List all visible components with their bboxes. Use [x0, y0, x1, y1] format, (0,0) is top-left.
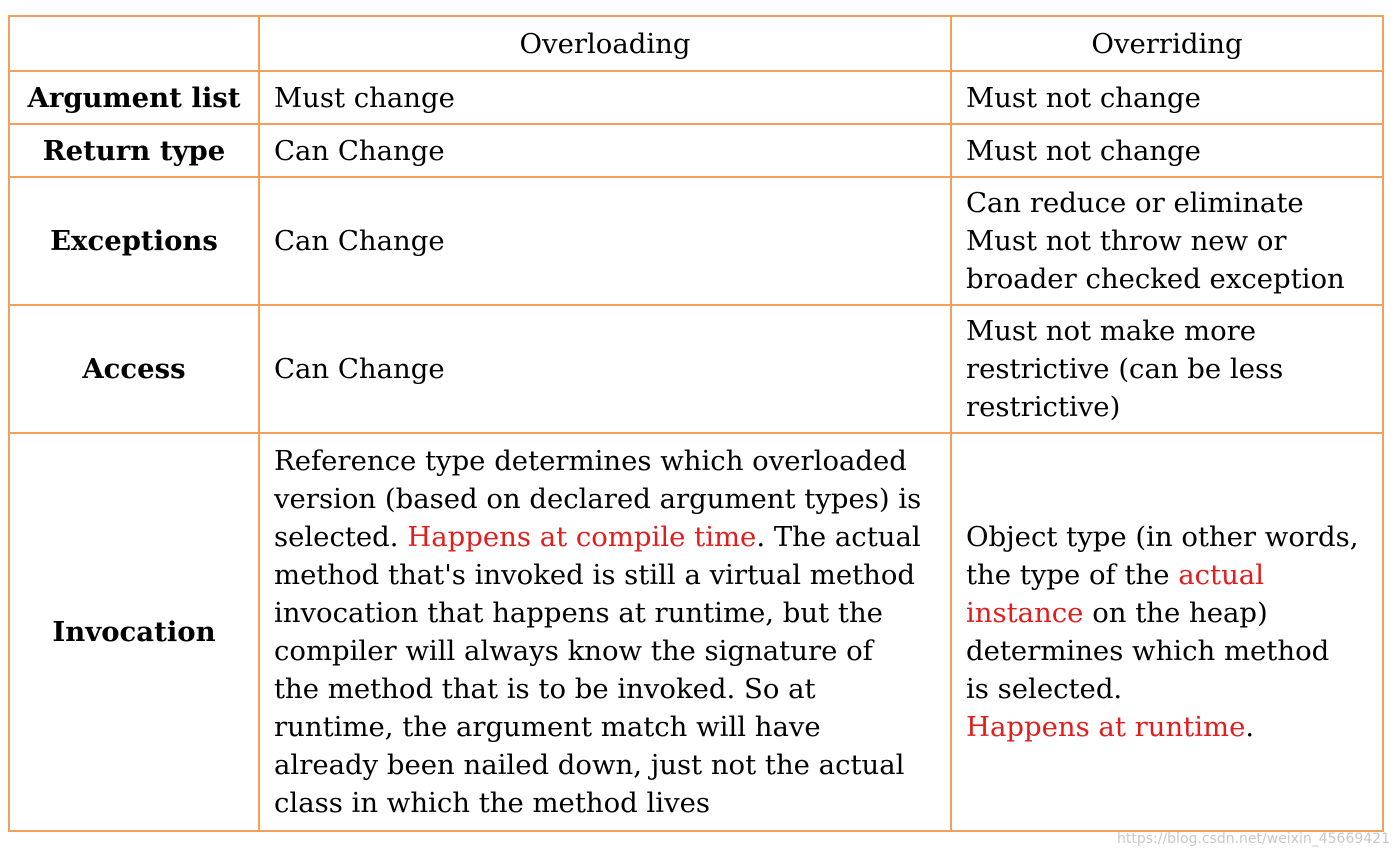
invocation-overriding-line-6	[966, 708, 1382, 746]
actual-highlight: actual	[1178, 559, 1264, 591]
invocation-overriding-line-3	[966, 594, 1382, 632]
cell-return-type-overloading: Can Change	[259, 124, 951, 177]
invocation-overloading-line-5: invocation that happens at runtime, but the	[274, 597, 883, 629]
row-label-exceptions: Exceptions	[9, 177, 259, 305]
header-overloading: Overloading	[259, 16, 951, 71]
cell-return-type-overriding: Must not change	[951, 124, 1383, 177]
access-overriding-line-2: restrictive (can be less	[966, 353, 1284, 385]
comparison-table	[8, 15, 1384, 832]
exceptions-overriding-line-2: Must not throw new or	[966, 225, 1287, 257]
runtime-highlight: Happens at runtime	[966, 711, 1246, 743]
invocation-overriding-text: on the heap)	[1083, 597, 1268, 629]
invocation-overriding-line-4: determines which method	[966, 635, 1330, 667]
invocation-overriding-text: .	[1245, 711, 1255, 743]
cell-argument-list-overloading: Must change	[259, 71, 951, 124]
invocation-overloading-text: selected.	[274, 521, 408, 553]
table-row-access	[9, 305, 1383, 433]
invocation-overriding-line-5: is selected.	[966, 673, 1123, 705]
watermark: https://blog.csdn.net/weixin_45669421	[1116, 831, 1390, 847]
row-label-return-type: Return type	[9, 124, 259, 177]
cell-invocation-overloading	[259, 433, 951, 831]
cell-argument-list-overriding: Must not change	[951, 71, 1383, 124]
invocation-overriding-line-1: Object type (in other words,	[966, 521, 1359, 553]
exceptions-overriding-line-1: Can reduce or eliminate	[966, 187, 1304, 219]
cell-exceptions-overriding	[951, 177, 1383, 305]
cell-invocation-overriding	[951, 433, 1383, 831]
table-row-return-type	[9, 124, 1383, 177]
table-row-invocation	[9, 433, 1383, 831]
invocation-overloading-line-10: class in which the method lives	[274, 787, 711, 819]
invocation-overriding-text: the type of the	[966, 559, 1179, 591]
cell-exceptions-overloading: Can Change	[259, 177, 951, 305]
table-row-argument-list	[9, 71, 1383, 124]
cell-access-overriding	[951, 305, 1383, 433]
invocation-overloading-line-7: the method that is to be invoked. So at	[274, 673, 816, 705]
cell-access-overloading: Can Change	[259, 305, 951, 433]
instance-highlight: instance	[966, 597, 1084, 629]
invocation-overloading-line-4: method that's invoked is still a virtual method	[274, 559, 916, 591]
invocation-overloading-line-3	[274, 518, 950, 556]
invocation-overriding-line-2	[966, 556, 1382, 594]
table-row-exceptions	[9, 177, 1383, 305]
row-label-invocation: Invocation	[9, 433, 259, 831]
compile-time-highlight: Happens at compile time	[407, 521, 757, 553]
invocation-overloading-line-8: runtime, the argument match will have	[274, 711, 821, 743]
header-corner-cell	[9, 16, 259, 71]
invocation-overloading-line-6: compiler will always know the signature of	[274, 635, 873, 667]
access-overriding-line-3: restrictive)	[966, 391, 1121, 423]
invocation-overloading-line-9: already been nailed down, just not the actual	[274, 749, 905, 781]
invocation-overloading-text: . The actual	[756, 521, 921, 553]
invocation-overloading-line-1: Reference type determines which overloaded	[274, 445, 907, 477]
invocation-overloading-line-2: version (based on declared argument types) is	[274, 483, 922, 515]
header-overriding: Overriding	[951, 16, 1383, 71]
access-overriding-line-1: Must not make more	[966, 315, 1257, 347]
header-row	[9, 16, 1383, 71]
row-label-access: Access	[9, 305, 259, 433]
row-label-argument-list: Argument list	[9, 71, 259, 124]
exceptions-overriding-line-3: broader checked exception	[966, 263, 1345, 295]
